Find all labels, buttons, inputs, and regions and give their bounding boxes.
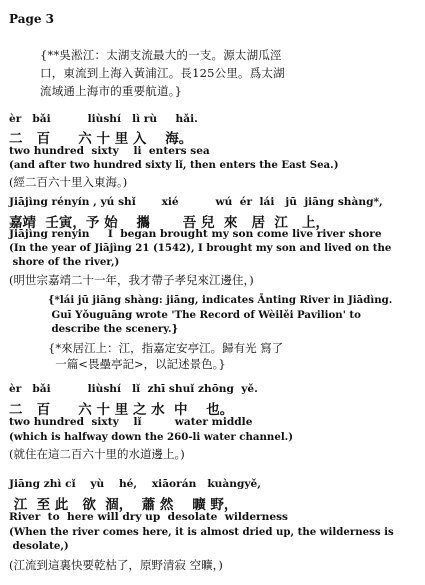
translation-line-2b: shore of the river,) [9,256,120,268]
note-anting-en-3: describe the scenery.} [48,323,179,335]
chinese-translation-4: (江流到這裏快要乾枯了，原野清寂 空曠，) [9,558,223,572]
note-anting-cn-2: 一篇<畏壘亭記>，以記述景色。} [48,357,226,371]
pinyin-line-4: Jiāng zhì cǐ yù hé, xiāorán kuàngyě, [9,478,261,490]
gloss-line-1: two hundred sixty li enters sea [9,145,210,157]
hanzi-line-4: 江 至 此 欲 涸， 蕭 然 曠 野， [9,497,238,513]
pinyin-line-3: èr bǎi liùshí lǐ zhī shuǐ zhōng yě. [9,383,258,395]
pinyin-line-1: èr bǎi liùshí lì rù hǎi. [9,113,198,125]
hanzi-line-2: 嘉靖 壬寅，予 始 攜 吾 兒 來 居 江 上， [9,215,329,231]
pinyin-line-2: Jiājìng rényín , yú shǐ xié wú ér lái jū jiāng shàng*, [9,196,383,208]
page-label: Page 3 [9,12,55,26]
gloss-line-4: River to here will dry up desolate wilderness [9,511,289,523]
translation-line-4a: (When the river comes here, it is almost dried up, the wilderness is [9,526,394,538]
chinese-translation-2: (明世宗嘉靖二十一年，我才帶子孝兒來江邊住，) [9,273,254,287]
note-anting-en-1: {*lái jū jiāng shàng: jiāng, indicates Ānting River in Jiādìng. [48,294,393,306]
note-wusong-line-3: 流域通上海市的重要航道。} [40,84,183,98]
translation-line-1: (and after two hundred sixty lǐ, then enters the East Sea.) [9,159,339,171]
note-anting-en-2: Guī Yǒuguāng wrote 'The Record of Wèilěi Pavilion' to [48,309,361,321]
note-wusong-line-1: {**吳淞江：太湖支流最大的一支。源太湖瓜涇 [40,48,282,62]
gloss-line-3: two hundred sixty lǐ water middle [9,416,253,428]
translation-line-4b: desolate,) [9,540,69,552]
chinese-translation-1: (經二百六十里入東海。) [9,175,128,189]
chinese-translation-3: (就住在這二百六十里的水道邊上。) [9,447,185,461]
translation-line-2a: (In the year of Jiājìng 21 (1542), I brought my son and lived on the [9,242,392,254]
hanzi-line-1: 二 百 六 十 里 入 海。 [9,131,193,147]
gloss-line-2: Jiājìng renyin I began brought my son come live river shore [9,228,382,240]
translation-line-3: (which is halfway down the 260-li water channel.) [9,431,294,443]
note-wusong-line-2: 口，東流到上海入黃浦江。長125公里。爲太湖 [40,66,285,80]
hanzi-line-3: 二 百 六 十 里 之 水 中 也。 [9,402,234,418]
note-anting-cn-1: {*來居江上：江，指嘉定安亭江。歸有光 寫了 [48,341,284,355]
